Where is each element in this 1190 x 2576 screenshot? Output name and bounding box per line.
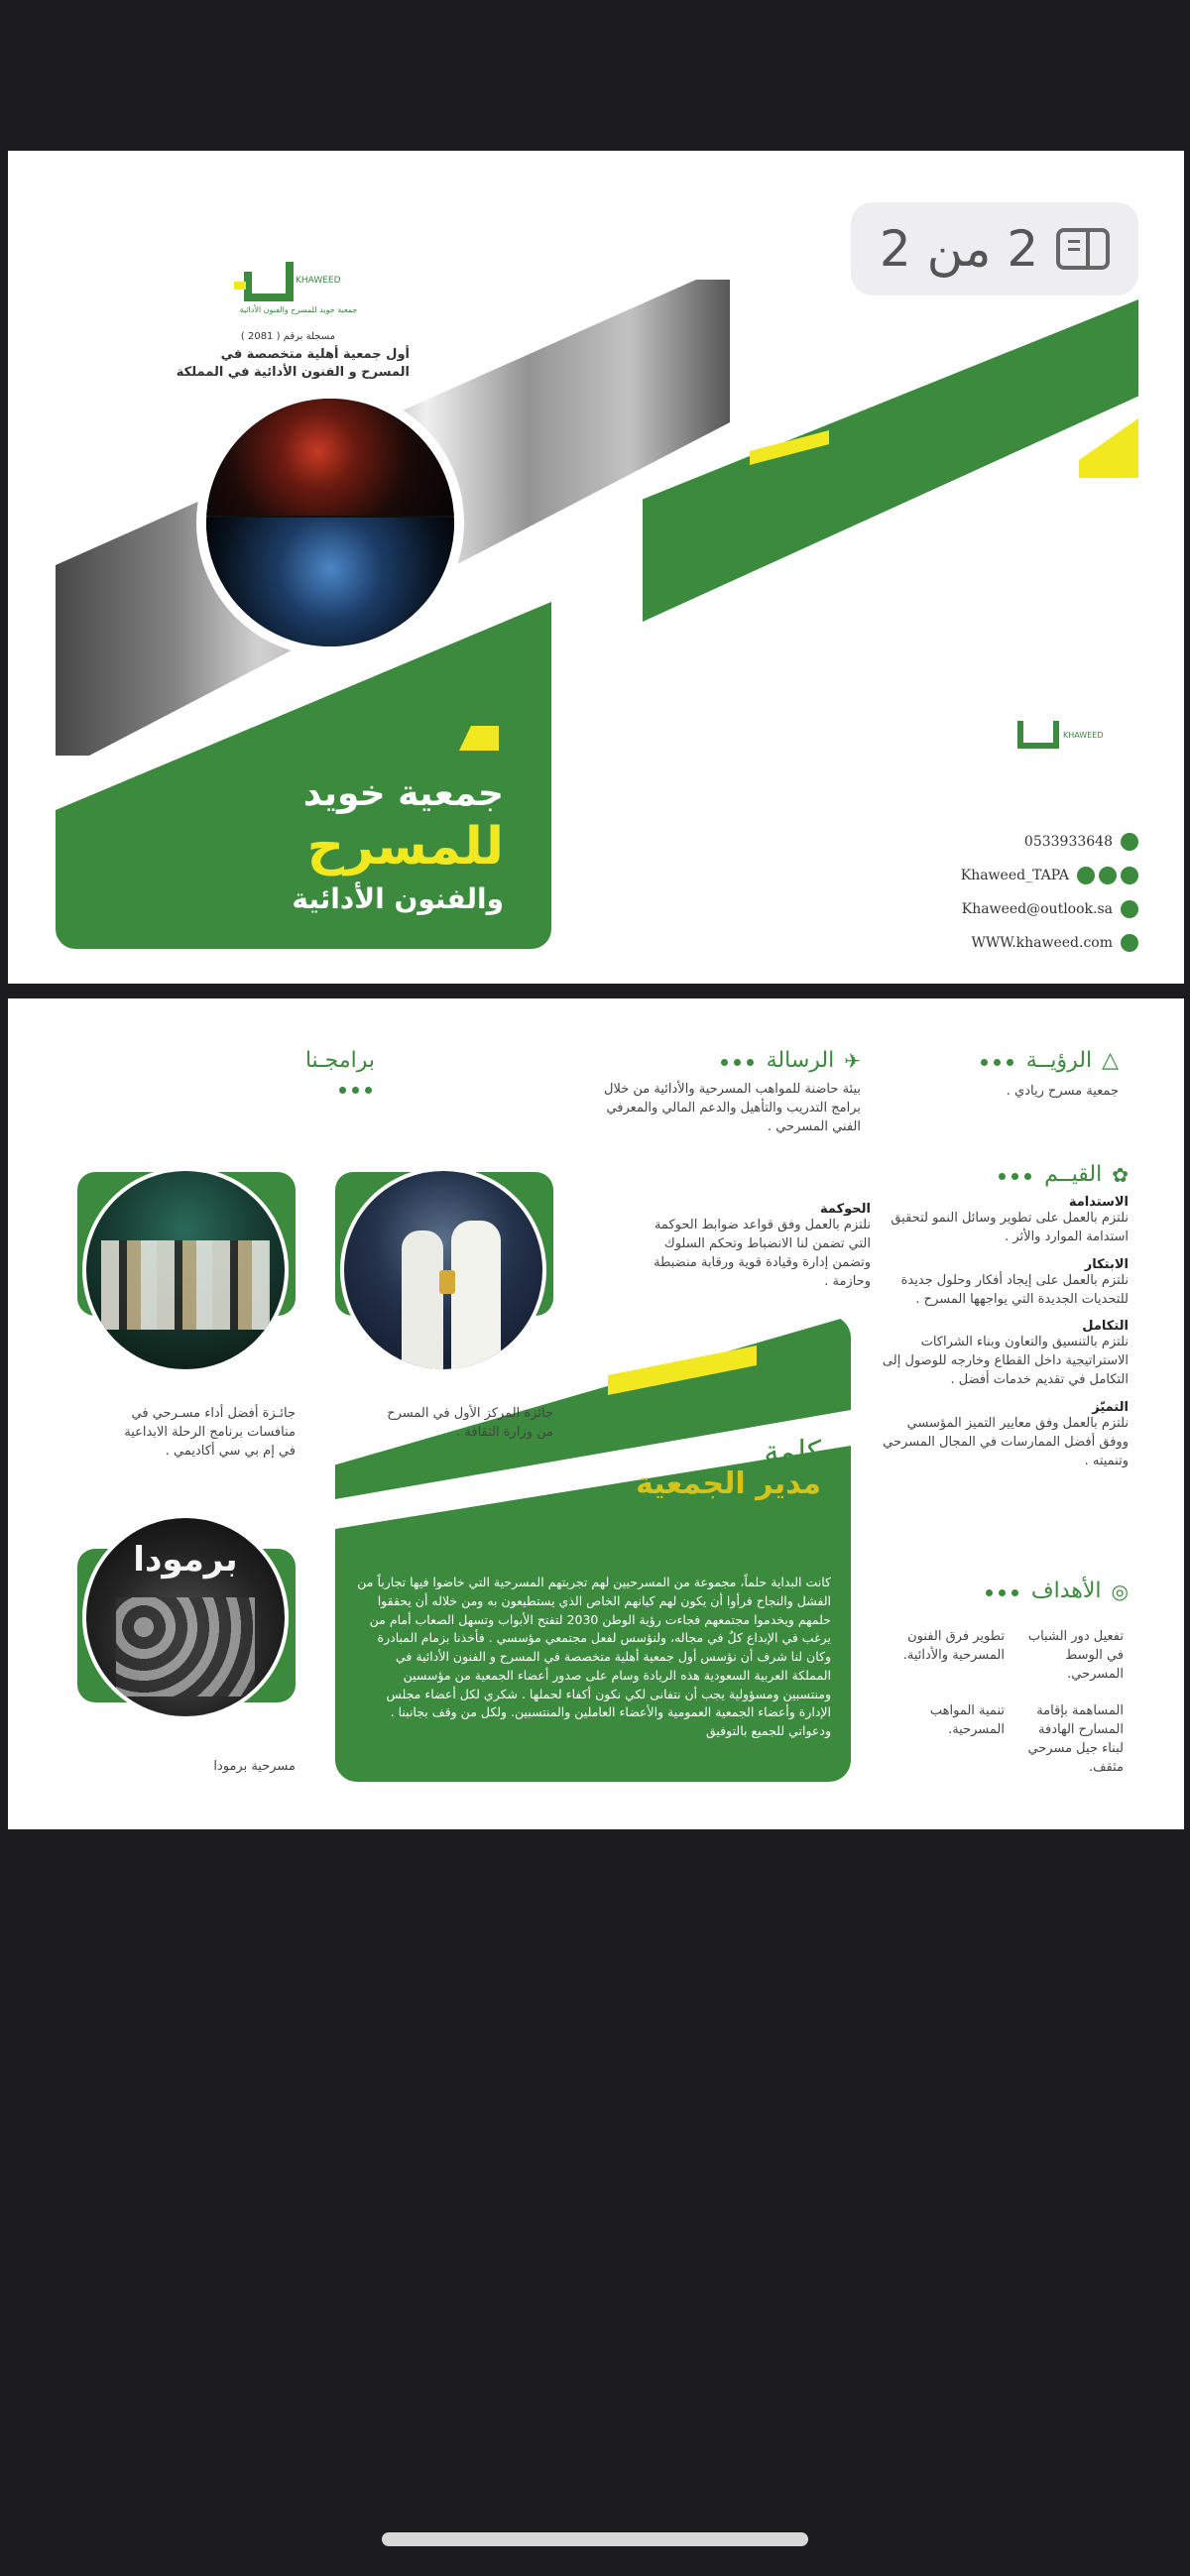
vision-title: الرؤيــة — [1025, 1048, 1093, 1073]
logo — [234, 262, 363, 336]
contact-web-text: WWW.khaweed.com — [971, 935, 1113, 951]
values-section — [881, 1162, 1129, 1470]
snapchat-icon — [1099, 867, 1117, 884]
value-item — [881, 1257, 1129, 1310]
whatsapp-icon — [1121, 833, 1138, 851]
award-1-caption — [325, 1405, 553, 1443]
mission-title: الرسالة — [766, 1048, 835, 1073]
award-2-photo — [82, 1167, 289, 1373]
goal-item: تطوير فرق الفنون المسرحية والأدائية. — [902, 1629, 1005, 1663]
page-indicator-text: 2 من 2 — [879, 220, 1039, 278]
award-2-caption-line: في إم بي سي أكاديمي . — [165, 1443, 296, 1459]
goals-dots — [983, 1581, 1021, 1600]
contact-web[interactable] — [881, 926, 1138, 960]
award-1-photo — [340, 1167, 546, 1373]
value-item — [881, 1195, 1129, 1247]
title-line-3: والفنون الأدائية — [292, 882, 504, 915]
contact-social-text: Khaweed_TAPA — [960, 868, 1069, 883]
logo-small — [1008, 721, 1127, 780]
governance-text: نلتزم بالعمل وفق قواعد ضوابط الحوكمة التي تضمن لنا الانضباط وتحكم السلوك وتضمن إدارة وقيادة قوية ورقابة منضبطة وحازمة . — [654, 1218, 871, 1289]
director-text: كانت البداية حلماً، مجموعة من المسرحيين لهم تجربتهم المسرحية التي خاضوا فيها تجارباً من الفشل والنجاح فرأوا أن يكون لهم كيانهم الخاص الذي يستطيعون به ومن خلاله أن يحققوا حلمهم ويخدموا مجتمعهم فجاءت رؤية الوطن 2030 لتفتح الأبواب وتسهل الصعاب أمام من يرغب في الإبداع كلٌ في مجاله، ولنؤسس لفعل مجتمعي مؤسسي . فأخذنا بزمام المبادرة وكان لنا شرف أن نؤسس أول جمعية أهلية متخصصة في المسرح و الفنون الأدائية في المملكة العربية السعودية هذه الريادة وسام على صدور أعضاء الجمعية من مؤسسين ومنتسبين ومسؤولية يجب أن نتفانى لكي نكون أكفاء لحملها . شكري لكل أعضاء مجلس الإدارة وأعضاء الجمعية العمومية والأعضاء العاملين والمنتسبين. ولكل من وقف بجانبنا . ودعواتي للجميع بالتوفيق — [357, 1575, 831, 1738]
director-title-2: مدير الجمعية — [636, 1466, 821, 1501]
goals-section — [881, 1579, 1129, 1603]
goals-title: الأهداف — [1030, 1579, 1102, 1603]
goal-item: المساهمة بإقامة المسارح الهادفة لبناء جيل مسرحي مثقف. — [1027, 1703, 1124, 1775]
mission-dots — [718, 1051, 757, 1070]
vision-icon: △ — [1102, 1048, 1119, 1073]
logo-arabic-text: جمعية خويد للمسرح والفنون الأدائية — [239, 305, 358, 314]
target-icon: ◎ — [1111, 1579, 1129, 1603]
contact-phone-text: 0533933648 — [1023, 834, 1113, 850]
email-icon — [1121, 900, 1138, 918]
programs-section — [206, 1048, 375, 1098]
value-text: نلتزم بالعمل على تطوير وسائل النمو لتحقيق استدامة الموارد والأثر . — [891, 1211, 1129, 1244]
values-title: القيــم — [1044, 1162, 1103, 1187]
contact-email[interactable] — [881, 892, 1138, 926]
title-line-2: للمسرح — [306, 817, 504, 877]
vision-dots — [978, 1051, 1016, 1070]
award-1-caption-line: جائزة المركز الأول في المسرح — [387, 1406, 553, 1421]
book-icon — [1056, 228, 1110, 270]
value-item — [881, 1319, 1129, 1390]
values-dots — [996, 1165, 1034, 1184]
brochure-page-1 — [8, 151, 1184, 984]
programs-title: برامجـنا — [304, 1048, 375, 1073]
value-name: التكامل — [1082, 1319, 1129, 1335]
instagram-icon — [1121, 867, 1138, 884]
mission-text: بيئة حاضنة للمواهب المسرحية والأدائية من خلال برامج التدريب والتأهيل والدعم المالي والمعرفي الفني المسرحي . — [604, 1082, 861, 1134]
right-accent — [1079, 418, 1138, 478]
director-title-1: كلمة — [764, 1435, 821, 1469]
value-item — [881, 1400, 1129, 1471]
web-icon — [1121, 934, 1138, 952]
title-line-1: جمعية خويد — [302, 773, 504, 814]
award-2-caption — [67, 1405, 296, 1462]
governance-name: الحوكمة — [819, 1202, 871, 1217]
home-indicator[interactable] — [382, 2532, 808, 2546]
director-divider — [618, 1512, 816, 1513]
award-2-caption-line: جائـزة أفضل أداء مسـرحي في — [131, 1406, 296, 1421]
tagline-2: المسرح و الفنون الأدائية في المملكة — [176, 365, 410, 380]
value-name: الابتكار — [1084, 1256, 1129, 1272]
paper-plane-icon: ✈ — [844, 1048, 861, 1073]
twitter-icon — [1077, 867, 1095, 884]
contact-email-text: Khaweed@outlook.sa — [961, 901, 1113, 917]
contact-phone[interactable] — [881, 825, 1138, 859]
logo-latin-text: KHAWEED — [296, 276, 341, 286]
award-2-caption-line: منافسات برنامج الرحلة الابداعية — [124, 1424, 296, 1440]
value-text: نلتزم بالعمل وفق معايير التميز المؤسسي ووفق أفضل الممارسات في المجال المسرحي وتنميته . — [883, 1415, 1129, 1468]
value-text: نلتزم بالعمل على إيجاد أفكار وحلول جديدة للتحديات الجديدة التي يواجهها المسرح . — [900, 1272, 1129, 1307]
vision-text: جمعية مسرح ريادي . — [1006, 1084, 1119, 1099]
play-caption: مسرحية برمودا — [213, 1759, 296, 1774]
goal-item: تنمية المواهب المسرحية. — [929, 1703, 1005, 1737]
programs-dots — [206, 1079, 375, 1098]
tagline-1: أول جمعية أهلية متخصصة في — [220, 347, 410, 362]
value-name: التميّز — [1092, 1399, 1129, 1415]
mission-section — [583, 1048, 861, 1137]
theater-photo — [196, 389, 464, 656]
value-text: نلتزم بالتنسيق والتعاون وبناء الشراكات الاستراتيجية داخل القطاع وخارجه للوصول إلى التكامل في تقديم خدمات أفضل . — [882, 1335, 1129, 1388]
registration-text: مسجلة برقم ( 2081 ) — [240, 331, 335, 342]
value-name: الاستدامة — [1068, 1195, 1129, 1210]
play-poster-title: برمودا — [133, 1540, 238, 1580]
goal-item: تفعيل دور الشباب في الوسط المسرحي. — [1027, 1629, 1124, 1682]
page-indicator[interactable] — [851, 202, 1138, 295]
contact-list — [881, 825, 1138, 960]
brochure-page-2 — [8, 998, 1184, 1829]
governance-section — [633, 1202, 871, 1291]
play-poster — [82, 1514, 289, 1720]
contact-social[interactable] — [881, 859, 1138, 892]
vision-section — [881, 1048, 1119, 1102]
award-1-caption-line: من وزارة الثقافة . — [456, 1424, 553, 1440]
logo-small-latin: KHAWEED — [1063, 731, 1104, 740]
plant-icon: ✿ — [1112, 1162, 1129, 1187]
